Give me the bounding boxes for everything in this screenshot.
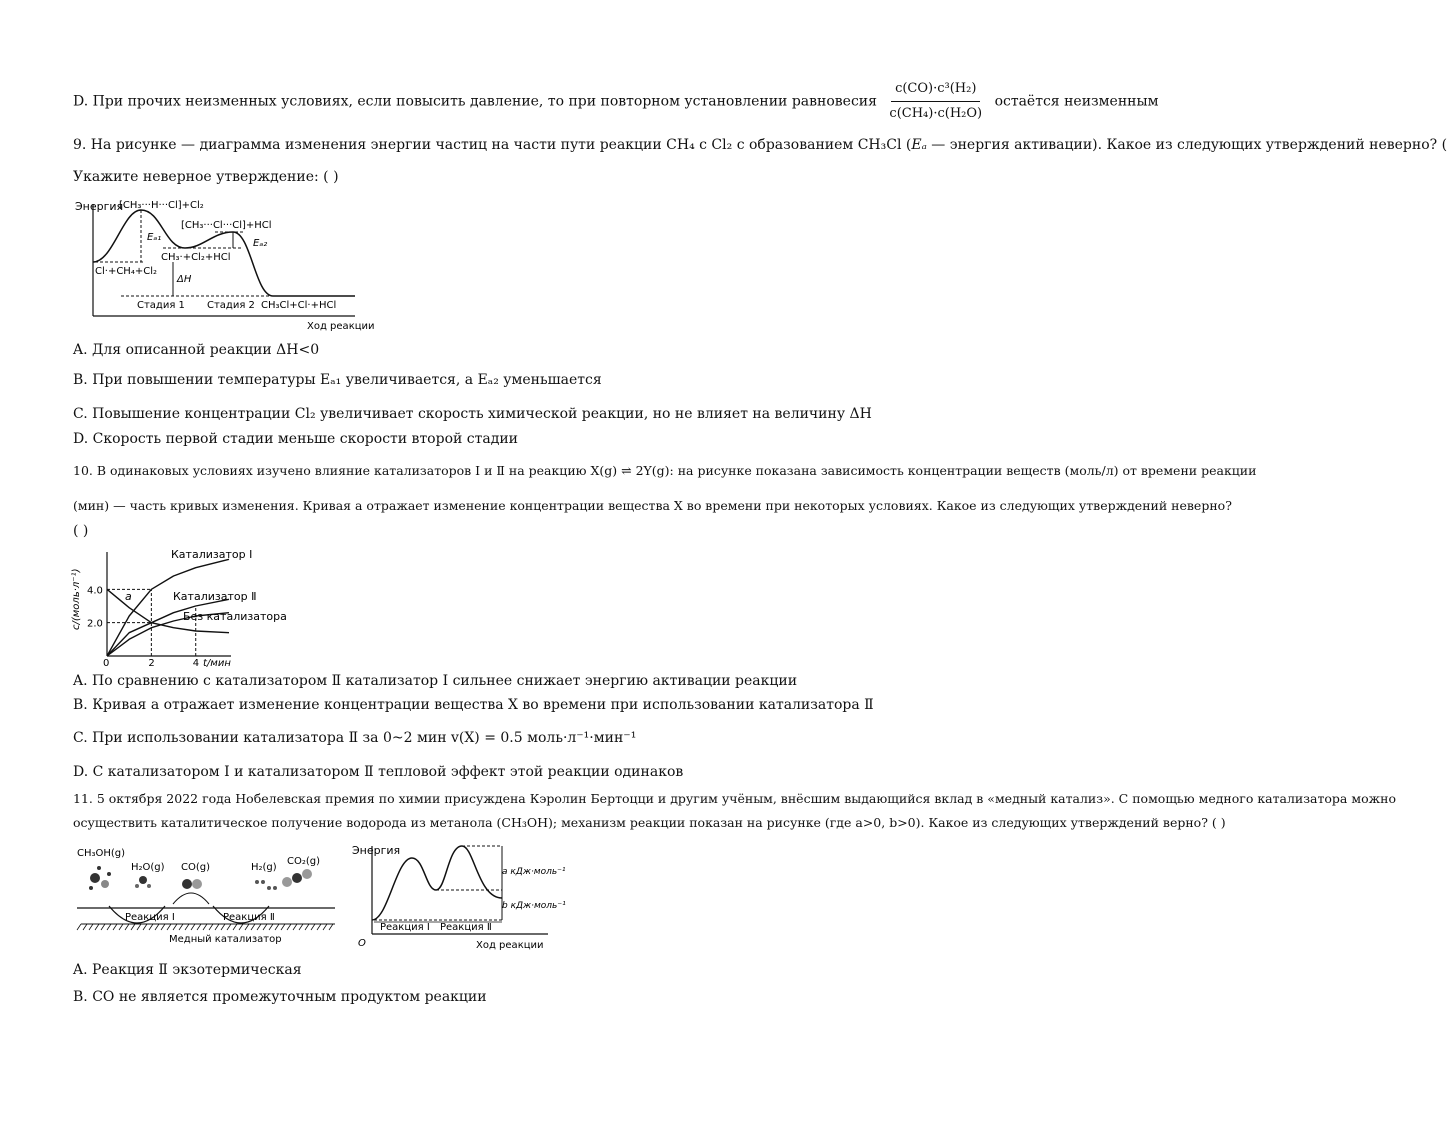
q10-curve-a-label: a bbox=[125, 590, 132, 603]
q9-step2-label: Стадия 2 bbox=[207, 300, 255, 311]
q10-option-d: D. С катализатором Ⅰ и катализатором Ⅱ тепловой эффект этой реакции одинаков bbox=[73, 764, 684, 780]
q9-option-c: C. Повышение концентрации Cl₂ увеличивает скорость химической реакции, но не влияет на величину ΔH bbox=[73, 406, 872, 422]
q11-r2-label: Реакция Ⅱ bbox=[223, 912, 275, 923]
q11-h2-label: H₂(g) bbox=[251, 862, 277, 873]
q9-option-d: D. Скорость первой стадии меньше скорости второй стадии bbox=[73, 431, 518, 447]
ch3oh-molecule bbox=[89, 866, 111, 890]
q11-y-label: Энергия bbox=[352, 844, 401, 857]
q9-stem-text: 9. На рисунке — диаграмма изменения энергии частиц на части пути реакции CH₄ с Cl₂ с образованием CH₃Cl ( bbox=[73, 137, 912, 153]
q9-y-label: Энергия bbox=[75, 200, 124, 213]
q10-cat2-label: Катализатор Ⅱ bbox=[173, 590, 257, 603]
q10-cat1-label: Катализатор Ⅰ bbox=[171, 548, 253, 561]
q10-y-label: c/(моль·л⁻¹) bbox=[71, 568, 82, 630]
q11-energy-diagram bbox=[352, 842, 566, 952]
q10-nocat-label: Без катализатора bbox=[183, 610, 287, 623]
q9-ts1-label: [CH₃···H···Cl]+Cl₂ bbox=[119, 200, 204, 211]
q9-x-label: Ход реакции bbox=[307, 321, 375, 332]
q10-option-c: C. При использовании катализатора Ⅱ за 0~2 мин v(X) = 0.5 моль·л⁻¹·мин⁻¹ bbox=[73, 730, 637, 746]
q11-stem-line1: 11. 5 октября 2022 года Нобелевская премия по химии присуждена Кэролин Бертоцци и другим учёным, внёсшим выдающийся вклад в «медный катализ». С помощью медного катализатора можно bbox=[73, 791, 1396, 806]
q9-stem-end: — энергия активации). Какое из следующих утверждений неверно? ( bbox=[926, 137, 1447, 153]
ratio-denominator: c(CH₄)·c(H₂O) bbox=[889, 106, 983, 121]
q10-option-a: A. По сравнению с катализатором Ⅱ катализатор Ⅰ сильнее снижает энергию активации реакции bbox=[73, 673, 798, 689]
q11-co2-label: CO₂(g) bbox=[287, 856, 321, 867]
q11-catalyst-label: Медный катализатор bbox=[169, 934, 282, 945]
q8-option-d-prefix: D. При прочих неизменных условиях, если повысить давление, то при повторном установлении равновесия bbox=[73, 93, 877, 110]
q9-intermediate-label: CH₃·+Cl₂+HCl bbox=[161, 252, 231, 263]
q11-stem-line2: осуществить каталитическое получение водорода из метанола (CH₃OH); механизм реакции показан на рисунке (где a>0, b>0). Какое из следующих утверждений верно? ( ) bbox=[73, 815, 1226, 830]
q9-ea1-label: Eₐ₁ bbox=[147, 232, 162, 243]
q11-x-label: Ход реакции bbox=[476, 940, 544, 951]
q8-option-d bbox=[73, 79, 1159, 124]
q10-option-b: B. Кривая a отражает изменение концентрации вещества X во времени при использовании катализатора Ⅱ bbox=[73, 697, 874, 713]
q11-h2o-label: H₂O(g) bbox=[131, 862, 165, 873]
y-tick-1: 4.0 bbox=[87, 585, 103, 597]
q11-b-label: b кДж·моль⁻¹ bbox=[502, 901, 566, 911]
q11-energy-r1-label: Реакция Ⅰ bbox=[380, 922, 430, 933]
q10-stem-line3: ( ) bbox=[73, 523, 89, 539]
q9-ts2-label: [CH₃···Cl···Cl]+HCl bbox=[181, 220, 272, 231]
equilibrium-ratio bbox=[885, 79, 986, 124]
q9-step1-label: Стадия 1 bbox=[137, 300, 185, 311]
q10-stem-line2: (мин) — часть кривых изменения. Кривая a отражает изменение концентрации вещества X во времени при некоторых условиях. Какое из следующих утверждений неверно? bbox=[73, 498, 1232, 513]
y-tick-0: 2.0 bbox=[87, 618, 103, 630]
x-tick-1: 2 bbox=[148, 658, 155, 669]
series-line-1 bbox=[107, 599, 229, 656]
q9-option-a: A. Для описанной реакции ΔH<0 bbox=[73, 342, 320, 358]
q10-concentration-chart bbox=[71, 546, 287, 669]
q9-ea-symbol: Eₐ bbox=[911, 137, 927, 153]
q9-energy-diagram bbox=[73, 196, 373, 336]
q8-option-d-suffix: остаётся неизменным bbox=[994, 93, 1159, 110]
q11-energy-r2-label: Реакция Ⅱ bbox=[440, 922, 492, 933]
ratio-numerator: c(CO)·c³(H₂) bbox=[891, 79, 980, 102]
q10-stem-line1: 10. В одинаковых условиях изучено влияние катализаторов Ⅰ и Ⅱ на реакцию X(g) ⇌ 2Y(g): на рисунке показана зависимость концентрации веществ (моль/л) от времени реакции bbox=[73, 463, 1257, 478]
q11-r1-label: Реакция Ⅰ bbox=[125, 912, 175, 923]
q11-origin-label: O bbox=[358, 938, 366, 949]
q11-co-label: CO(g) bbox=[181, 862, 211, 873]
q11-mechanism-diagram bbox=[73, 846, 343, 948]
h2o-molecule bbox=[135, 876, 151, 888]
q10-x-label: t/мин bbox=[203, 658, 231, 669]
q10-origin-label: 0 bbox=[103, 658, 110, 669]
h2-molecules bbox=[255, 880, 277, 890]
q9-stem-line1 bbox=[73, 135, 1447, 155]
co-molecule bbox=[182, 879, 202, 889]
q9-reactants-label: Cl·+CH₄+Cl₂ bbox=[95, 266, 157, 277]
q11-ch3oh-label: CH₃OH(g) bbox=[77, 848, 126, 859]
co2-molecule bbox=[282, 869, 312, 887]
q11-option-a: A. Реакция Ⅱ экзотермическая bbox=[73, 962, 302, 978]
q9-stem-line2: Укажите неверное утверждение: ( ) bbox=[73, 169, 339, 185]
q9-products-label: CH₃Cl+Cl·+HCl bbox=[261, 300, 337, 311]
x-tick-2: 4 bbox=[192, 658, 200, 669]
q9-dh-label: ΔH bbox=[177, 274, 192, 285]
q11-a-label: a кДж·моль⁻¹ bbox=[502, 867, 566, 877]
q11-option-b: B. CO не является промежуточным продуктом реакции bbox=[73, 989, 487, 1005]
q9-option-b: B. При повышении температуры Eₐ₁ увеличивается, а Eₐ₂ уменьшается bbox=[73, 372, 602, 388]
q9-ea2-label: Eₐ₂ bbox=[253, 238, 268, 249]
